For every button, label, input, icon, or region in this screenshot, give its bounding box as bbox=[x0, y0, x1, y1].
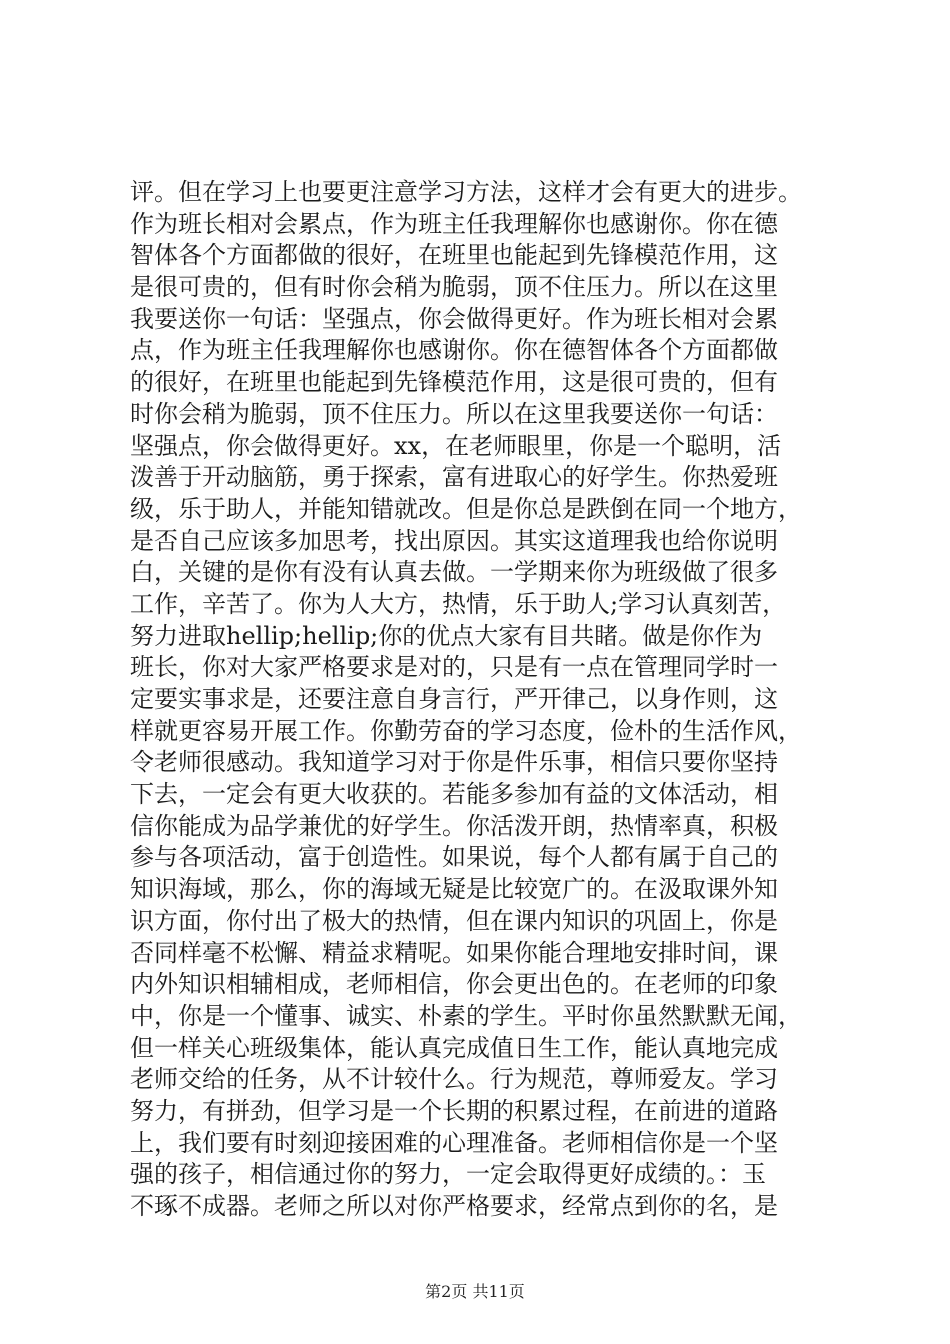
text-line: 努力，有拼劲，但学习是一个长期的积累过程，在前进的道路 bbox=[130, 1096, 778, 1125]
text-line: 是否自己应该多加思考，找出原因。其实这道理我也给你说明 bbox=[130, 526, 778, 555]
text-line: 信你能成为品学兼优的好学生。你活泼开朗，热情率真，积极 bbox=[130, 811, 778, 840]
text-line: 泼善于开动脑筋，勇于探索，富有进取心的好学生。你热爱班 bbox=[130, 463, 778, 492]
text-line: 的很好，在班里也能起到先锋模范作用，这是很可贵的，但有 bbox=[130, 368, 778, 397]
text-line: 但一样关心班级集体，能认真完成值日生工作，能认真地完成 bbox=[130, 1033, 778, 1062]
body-text bbox=[130, 177, 830, 1223]
text-line: 中，你是一个懂事、诚实、朴素的学生。平时你虽然默默无闻， bbox=[130, 1001, 802, 1030]
text-line: 老师交给的任务，从不计较什么。行为规范，尊师爱友。学习 bbox=[130, 1065, 778, 1094]
text-line: 白，关键的是你有没有认真去做。一学期来你为班级做了很多 bbox=[130, 558, 778, 587]
text-line: 内外知识相辅相成，老师相信，你会更出色的。在老师的印象 bbox=[130, 970, 778, 999]
text-line: 努力进取hellip;hellip;你的优点大家有目共睹。做是你作为 bbox=[130, 621, 763, 650]
text-line: 知识海域，那么，你的海域无疑是比较宽广的。在汲取课外知 bbox=[130, 875, 778, 904]
text-line: 识方面，你付出了极大的热情，但在课内知识的巩固上，你是 bbox=[130, 906, 778, 935]
text-line: 作为班长相对会累点，作为班主任我理解你也感谢你。你在德 bbox=[130, 209, 778, 238]
text-line: 定要实事求是，还要注意自身言行，严开律己，以身作则，这 bbox=[130, 685, 778, 713]
text-line: 评。但在学习上也要更注意学习方法，这样才会有更大的进步。 bbox=[130, 178, 802, 206]
text-line: 上，我们要有时刻迎接困难的心理准备。老师相信你是一个坚 bbox=[130, 1128, 778, 1157]
text-line: 参与各项活动，富于创造性。如果说，每个人都有属于自己的 bbox=[130, 843, 778, 872]
text-line: 智体各个方面都做的很好，在班里也能起到先锋模范作用，这 bbox=[130, 241, 778, 270]
text-line: 坚强点，你会做得更好。xx，在老师眼里，你是一个聪明，活 bbox=[130, 431, 782, 460]
text-line: 不琢不成器。老师之所以对你严格要求，经常点到你的名，是 bbox=[130, 1192, 778, 1220]
text-line: 强的孩子，相信通过你的努力，一定会取得更好成绩的。：玉 bbox=[130, 1160, 766, 1189]
text-line: 否同样毫不松懈、精益求精呢。如果你能合理地安排时间，课 bbox=[130, 938, 778, 967]
text-line: 下去，一定会有更大收获的。若能多参加有益的文体活动，相 bbox=[130, 780, 778, 809]
text-line: 样就更容易开展工作。你勤劳奋的学习态度，俭朴的生活作风， bbox=[130, 716, 802, 745]
text-line: 级，乐于助人，并能知错就改。但是你总是跌倒在同一个地方， bbox=[130, 494, 802, 523]
text-line: 点，作为班主任我理解你也感谢你。你在德智体各个方面都做 bbox=[130, 336, 778, 365]
text-line: 令老师很感动。我知道学习对于你是件乐事，相信只要你坚持 bbox=[130, 748, 778, 777]
text-line: 时你会稍为脆弱，顶不住压力。所以在这里我要送你一句话： bbox=[130, 399, 778, 428]
text-line: 班长，你对大家严格要求是对的，只是有一点在管理同学时一 bbox=[130, 653, 778, 682]
page-number-footer: 第2页 共11页 bbox=[425, 1282, 525, 1301]
text-line: 是很可贵的，但有时你会稍为脆弱，顶不住压力。所以在这里 bbox=[130, 273, 778, 302]
text-line: 我要送你一句话：坚强点，你会做得更好。作为班长相对会累 bbox=[130, 304, 778, 333]
text-line: 工作，辛苦了。你为人大方，热情，乐于助人;学习认真刻苦， bbox=[130, 589, 787, 618]
